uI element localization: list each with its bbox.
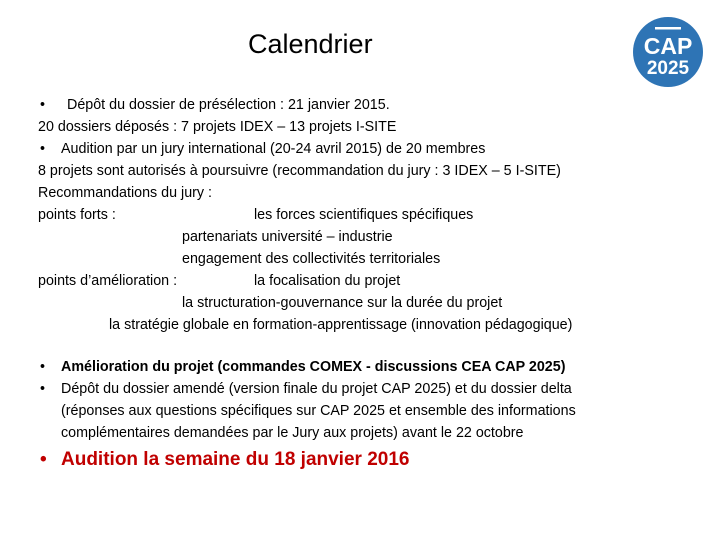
- project-improvement-line: Amélioration du projet (commandes COMEX - discussions CEA CAP 2025): [61, 359, 566, 375]
- bullet-marker: •: [40, 97, 46, 113]
- bullet-marker: •: [40, 141, 46, 157]
- bullet-marker: •: [40, 381, 46, 397]
- improvements-label: points d’amélioration :: [38, 273, 178, 289]
- amended-deposit-line: complémentaires demandées par le Jury aux projets) avant le 22 octobre: [61, 425, 524, 441]
- bullet-marker: •: [40, 449, 47, 470]
- strength-item: engagement des collectivités territoriales: [182, 251, 441, 267]
- strength-item: les forces scientifiques spécifiques: [254, 207, 474, 223]
- strength-item: partenariats université – industrie: [182, 229, 393, 245]
- projects-authorized-line: 8 projets sont autorisés à poursuivre (recommandation du jury : 3 IDEX – 5 I-SITE): [38, 163, 561, 179]
- improvement-item: la stratégie globale en formation-apprentissage (innovation pédagogique): [109, 317, 573, 333]
- presel-deposit-line: Dépôt du dossier de présélection : 21 janvier 2015.: [67, 97, 390, 113]
- strengths-label: points forts :: [38, 207, 116, 223]
- logo-text-cap: CAP: [643, 33, 693, 59]
- dossiers-count-line: 20 dossiers déposés : 7 projets IDEX – 13 projets I-SITE: [38, 119, 397, 135]
- improvement-item: la focalisation du projet: [254, 273, 401, 289]
- bullet-marker: •: [40, 359, 46, 375]
- improvement-item: la structuration-gouvernance sur la durée du projet: [182, 295, 503, 311]
- final-audition-line: Audition la semaine du 18 janvier 2016: [61, 449, 410, 470]
- recommendations-heading: Recommandations du jury :: [38, 185, 213, 201]
- jury-audition-line: Audition par un jury international (20-24 avril 2015) de 20 membres: [61, 141, 486, 157]
- page-title: Calendrier: [248, 29, 373, 59]
- amended-deposit-line: (réponses aux questions spécifiques sur CAP 2025 et ensemble des informations: [61, 403, 576, 419]
- cap2025-logo: [633, 17, 703, 87]
- amended-deposit-line: Dépôt du dossier amendé (version finale du projet CAP 2025) et du dossier delta: [61, 381, 572, 397]
- logo-text-year: 2025: [646, 58, 690, 79]
